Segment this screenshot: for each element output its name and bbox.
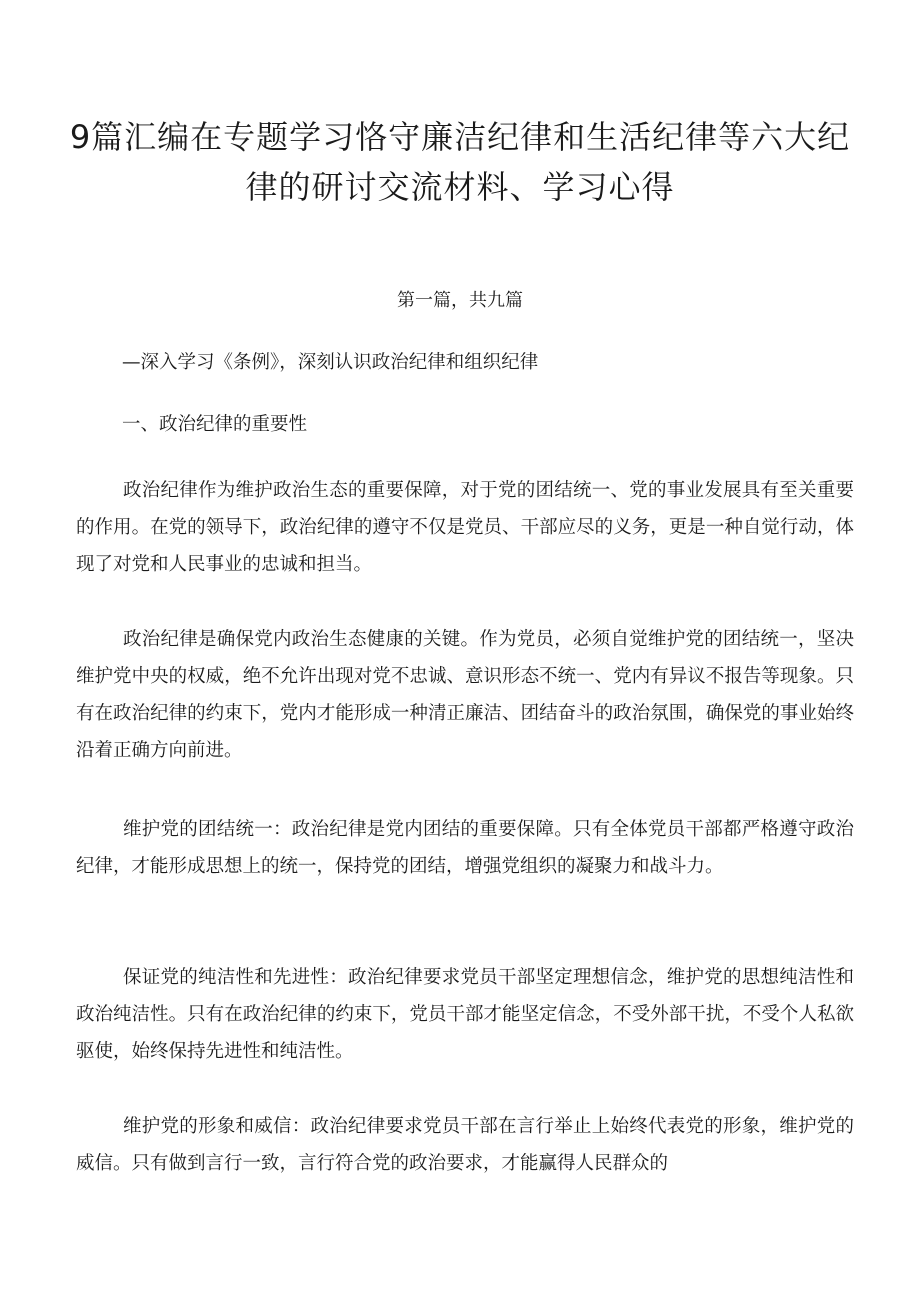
intro-heading: —深入学习《条例》，深刻认识政治纪律和组织纪律	[122, 352, 539, 373]
paragraph: 政治纪律是确保党内政治生态健康的关键。作为党员，必须自觉维护党的团结统一，坚决维护党中央的权威，绝不允许出现对党不忠诚、意识形态不统一、党内有异议不报告等现象。只有在政治纪律的约束下，党内才能形成一种清正廉洁、团结奋斗的政治氛围，确保党的事业始终沿着正确方向前进。	[76, 629, 854, 761]
document-subtitle: 第一篇，共九篇	[397, 290, 523, 311]
paragraph: 政治纪律作为维护政治生态的重要保障，对于党的团结统一、党的事业发展具有至关重要的作用。在党的领导下，政治纪律的遵守不仅是党员、干部应尽的义务，更是一种自觉行动，体现了对党和人民事业的忠诚和担当。	[76, 480, 854, 575]
paragraph: 维护党的团结统一：政治纪律是党内团结的重要保障。只有全体党员干部都严格遵守政治纪律，才能形成思想上的统一，保持党的团结，增强党组织的凝聚力和战斗力。	[76, 819, 854, 877]
section-heading: 一、政治纪律的重要性	[122, 414, 308, 435]
paragraph: 保证党的纯洁性和先进性：政治纪律要求党员干部坚定理想信念，维护党的思想纯洁性和政治纯洁性。只有在政治纪律的约束下，党员干部才能坚定信念，不受外部干扰，不受个人私欲驱使，始终保持先进性和纯洁性。	[76, 967, 854, 1062]
paragraph: 维护党的形象和威信：政治纪律要求党员干部在言行举止上始终代表党的形象，维护党的威信。只有做到言行一致，言行符合党的政治要求，才能赢得人民群众的	[76, 1116, 854, 1174]
document-title: 9篇汇编在专题学习恪守廉洁纪律和生活纪律等六大纪律的研讨交流材料、学习心得	[69, 118, 851, 206]
